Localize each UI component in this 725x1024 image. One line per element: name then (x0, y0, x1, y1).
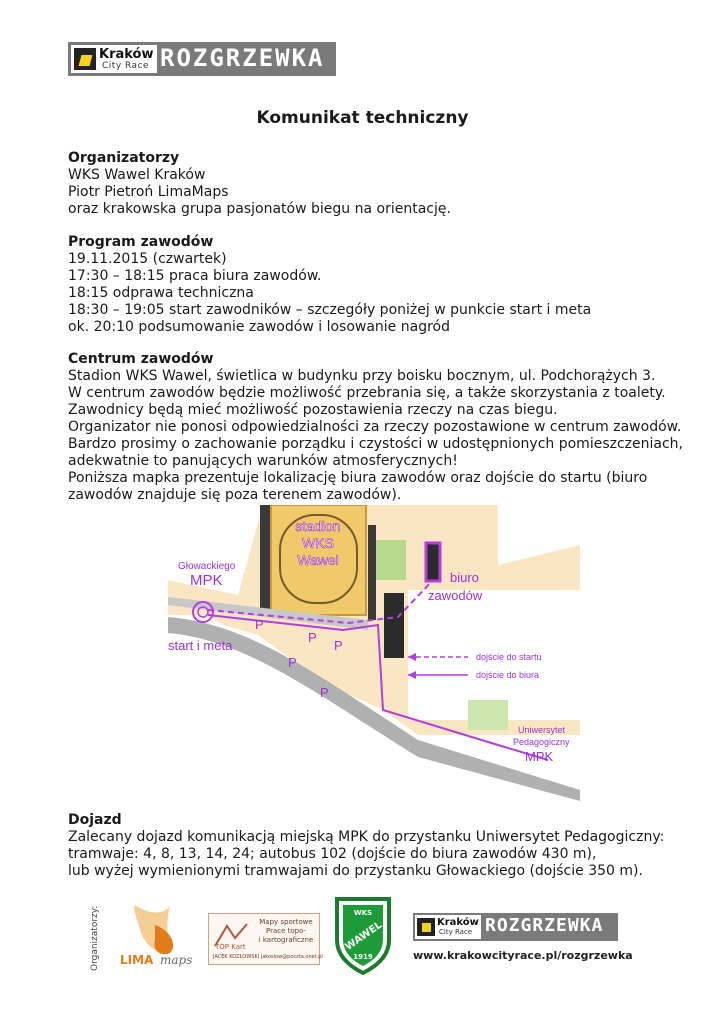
logo-krakow-text: Kraków (99, 47, 154, 62)
text-line: Poniższa mapka prezentuje lokalizację biura zawodów oraz dojście do startu (biuro (68, 470, 648, 486)
topkart-logo (208, 913, 323, 965)
wks-wawel-crest (333, 895, 393, 975)
krakow-city-race-logo (415, 915, 481, 939)
topkart-line: Mapy sportowe (259, 918, 313, 926)
start-meta-label: start i meta (168, 638, 233, 653)
glowackiego-label: Głowackiego (178, 561, 236, 572)
parking-label: P (334, 638, 343, 653)
green-area (376, 540, 406, 580)
office-label: zawodów (428, 588, 483, 603)
krakow-city-race-logo (71, 45, 157, 73)
text-line: lub wyżej wymienionymi tramwajami do przystanku Głowackiego (dojście 350 m). (68, 863, 643, 879)
section-organizatorzy (68, 150, 451, 218)
text-line: Piotr Pietroń LimaMaps (68, 184, 229, 200)
topkart-line: i kartograficzne (258, 936, 314, 944)
office-building (426, 543, 440, 581)
text-line: 17:30 – 18:15 praca biura zawodów. (68, 268, 322, 284)
city-race-mark-icon (417, 918, 435, 936)
banner-title: ROZGRZEWKA (160, 44, 325, 72)
section-program (68, 234, 591, 336)
document-title: Komunikat techniczny (256, 108, 469, 128)
section-dojazd (68, 812, 664, 880)
logo-cityrace-text: City Race (102, 61, 150, 71)
text-line: 18:30 – 19:05 start zawodników – szczegóły poniżej w punkcie start i meta (68, 302, 592, 318)
stadium-label: WKS (302, 535, 334, 551)
text-line: zawodów znajduje się poza terenem zawodów). (68, 487, 402, 503)
logo-cityrace-text: City Race (439, 928, 473, 936)
footer-logos (90, 895, 650, 985)
text-line: Bardzo prosimy o zachowanie porządku i czystości w udostępnionych pomieszczeniach, (68, 436, 683, 452)
stands (260, 505, 270, 610)
legend-office-label: dojście do biura (476, 670, 540, 680)
text-line: adekwatnie to panujących warunków atmosferycznych! (68, 453, 458, 469)
university-label: Uniwersytet (518, 725, 566, 735)
wawel-top-text: WKS (353, 909, 373, 917)
text-line: tramwaje: 4, 8, 13, 14, 24; autobus 102 (dojście do biura zawodów 430 m), (68, 846, 597, 862)
text-line: W centrum zawodów będzie możliwość przebrania się, a także skorzystania z toalety. (68, 385, 666, 401)
text-line: ok. 20:10 podsumowanie zawodów i losowanie nagród (68, 319, 450, 335)
topkart-description (255, 918, 317, 945)
topkart-line: Prace topo- (265, 927, 307, 935)
stands (368, 525, 376, 620)
stadium-label: Wawel (297, 552, 339, 568)
text-line: Zalecany dojazd komunikacją miejską MPK do przystanku Uniwersytet Pedagogiczny: (68, 829, 665, 845)
topkart-mark-icon (213, 920, 249, 950)
section-heading: Program zawodów (68, 234, 214, 250)
organizers-label: Organizatorzy: (90, 905, 100, 971)
parking-label: P (288, 655, 297, 670)
banner-title: ROZGRZEWKA (485, 915, 604, 936)
legend-start-label: dojście do startu (476, 652, 542, 662)
topkart-contact: JACEK KOZŁOWSKI jakoslow@poczta.onet.pl (213, 954, 323, 960)
parking-label: P (308, 630, 317, 645)
city-race-mark-icon (74, 48, 96, 70)
lima-name: LIMA (120, 953, 154, 967)
university-label: Pedagogiczny (513, 737, 570, 747)
text-line: Stadion WKS Wawel, świetlica w budynku przy boisku bocznym, ul. Podchorążych 3. (68, 368, 656, 384)
logo-krakow-text: Kraków (437, 917, 479, 928)
wawel-year-text: 1919 (353, 953, 373, 961)
website-link[interactable]: www.krakowcityrace.pl/rozgrzewka (413, 949, 633, 962)
mpk-label: MPK (190, 572, 223, 589)
text-line: Organizator nie ponosi odpowiedzialności za rzeczy pozostawione w centrum zawodów. (68, 419, 682, 435)
green-area (468, 700, 508, 730)
wawel-name-text: WAWEL (343, 919, 385, 953)
lima-maps-text: maps (160, 953, 193, 967)
topkart-brand: TOP Kart (215, 943, 246, 950)
text-line: WKS Wawel Kraków (68, 167, 206, 183)
venue-map (168, 505, 580, 801)
building (384, 593, 404, 658)
section-heading: Centrum zawodów (68, 351, 214, 367)
parking-label: P (320, 685, 329, 700)
header-banner (68, 42, 336, 76)
text-line: 18:15 odprawa techniczna (68, 285, 254, 301)
mpk-label: MPK (525, 749, 554, 764)
parking-label: P (255, 617, 264, 632)
footer-banner (413, 913, 618, 941)
section-heading: Organizatorzy (68, 150, 180, 166)
text-line: 19.11.2015 (czwartek) (68, 251, 227, 267)
section-centrum (68, 351, 683, 504)
section-heading: Dojazd (68, 812, 122, 828)
office-label: biuro (450, 570, 479, 585)
text-line: Zawodnicy będą mieć możliwość pozostawienia rzeczy na czas biegu. (68, 402, 558, 418)
stadium-label: stadion (295, 518, 341, 534)
text-line: oraz krakowska grupa pasjonatów biegu na orientację. (68, 201, 451, 217)
